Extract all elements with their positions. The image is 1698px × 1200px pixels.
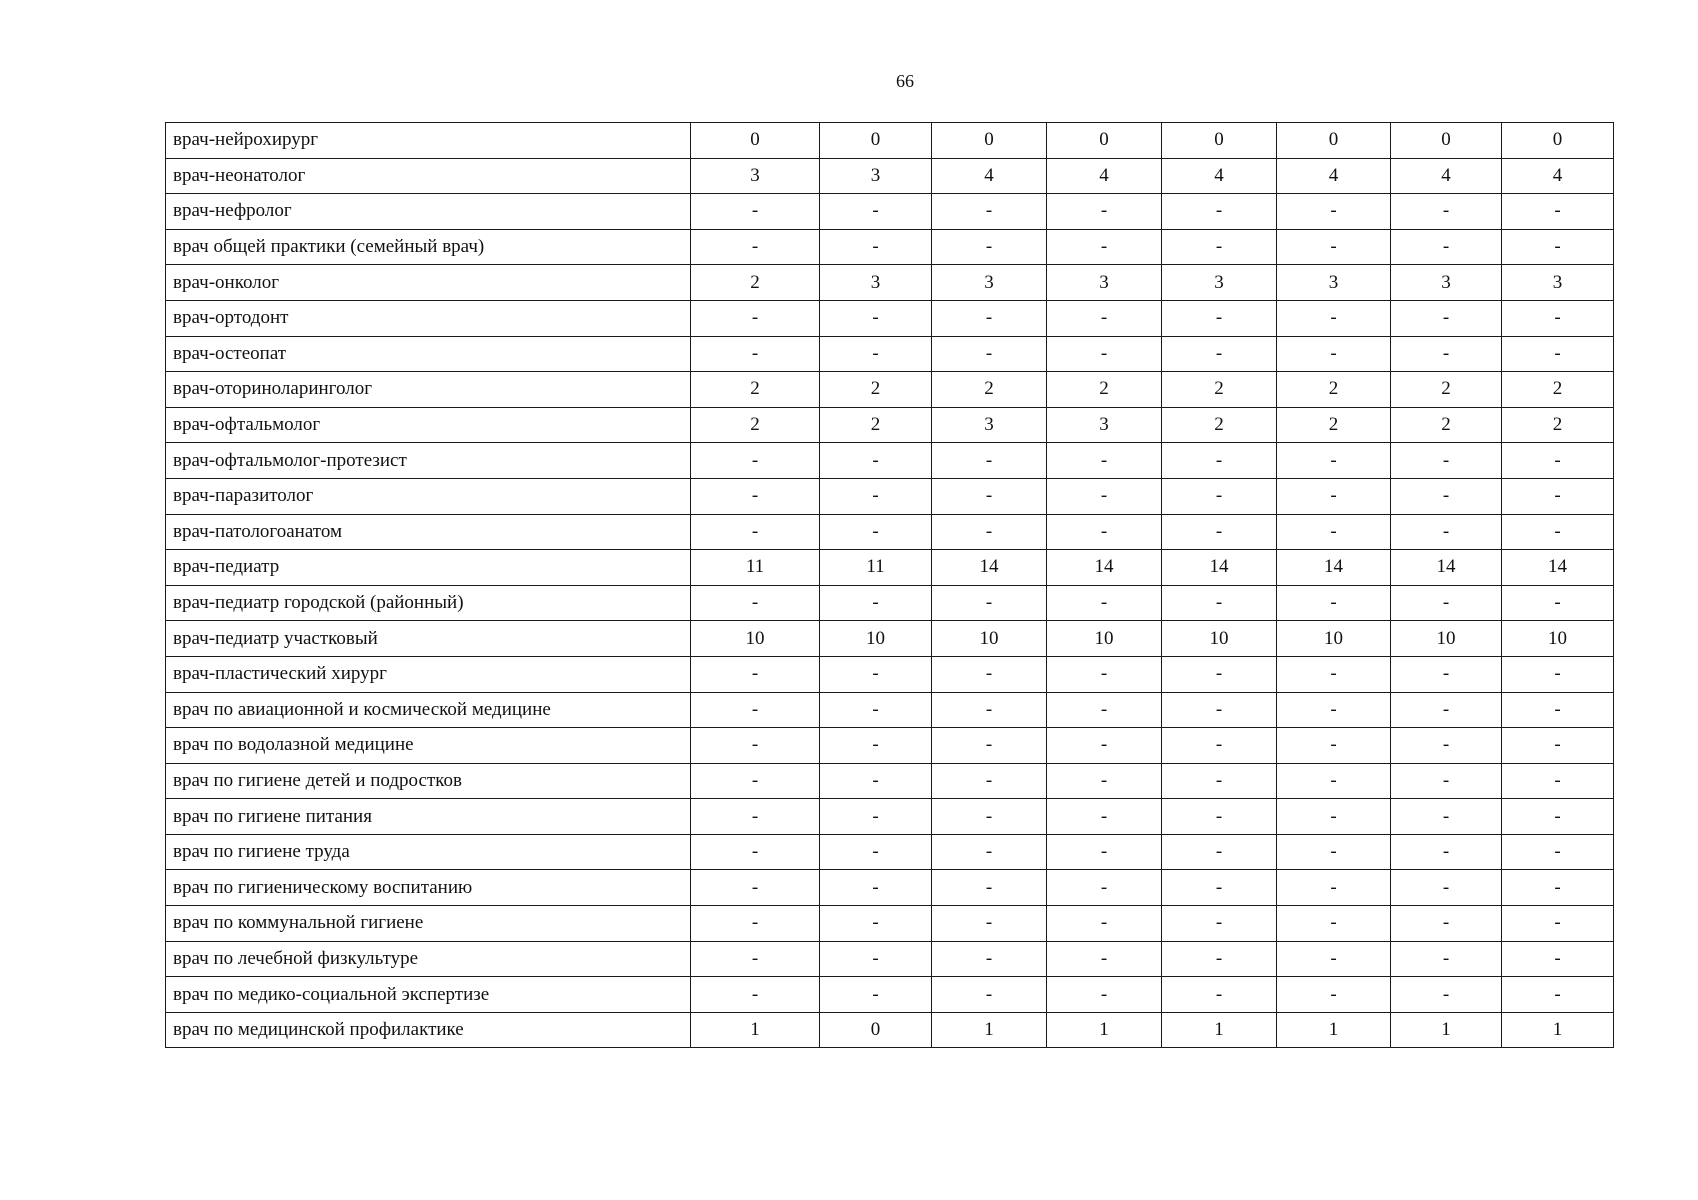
row-value-cell: 14 [1277, 550, 1391, 586]
row-value-cell: - [1277, 728, 1391, 764]
row-value-cell: 10 [1391, 621, 1502, 657]
row-value-cell: 2 [1277, 372, 1391, 408]
row-specialty-name: врач-офтальмолог [166, 407, 691, 443]
row-value-cell: - [1277, 941, 1391, 977]
row-value-cell: - [1502, 478, 1614, 514]
row-value-cell: - [1047, 585, 1162, 621]
row-value-cell: - [1277, 906, 1391, 942]
row-value-cell: - [1391, 336, 1502, 372]
row-value-cell: - [1391, 941, 1502, 977]
row-value-cell: - [691, 300, 820, 336]
row-value-cell: 1 [1502, 1012, 1614, 1048]
row-value-cell: - [1502, 977, 1614, 1013]
row-value-cell: - [1047, 692, 1162, 728]
row-value-cell: - [1502, 941, 1614, 977]
row-value-cell: 14 [1047, 550, 1162, 586]
row-value-cell: - [1162, 728, 1277, 764]
row-value-cell: - [1162, 585, 1277, 621]
row-value-cell: - [932, 229, 1047, 265]
row-value-cell: - [1277, 585, 1391, 621]
row-value-cell: - [1277, 763, 1391, 799]
table-row [166, 372, 1614, 408]
row-value-cell: - [820, 763, 932, 799]
row-specialty-name: врач по лечебной физкультуре [166, 941, 691, 977]
table-row [166, 123, 1614, 159]
staffing-table [165, 122, 1614, 1048]
row-value-cell: 2 [691, 372, 820, 408]
row-value-cell: 2 [1277, 407, 1391, 443]
row-value-cell: 1 [1277, 1012, 1391, 1048]
row-value-cell: - [1162, 763, 1277, 799]
row-value-cell: 3 [1391, 265, 1502, 301]
row-specialty-name: врач по медицинской профилактике [166, 1012, 691, 1048]
row-specialty-name: врач-пластический хирург [166, 656, 691, 692]
row-value-cell: - [1047, 300, 1162, 336]
row-value-cell: - [1162, 656, 1277, 692]
row-value-cell: - [1502, 763, 1614, 799]
table-row [166, 870, 1614, 906]
row-value-cell: 11 [820, 550, 932, 586]
row-value-cell: 0 [1391, 123, 1502, 159]
row-value-cell: - [1502, 692, 1614, 728]
row-value-cell: 4 [1162, 158, 1277, 194]
row-value-cell: 2 [1391, 407, 1502, 443]
row-value-cell: 4 [1047, 158, 1162, 194]
row-value-cell: - [820, 514, 932, 550]
row-value-cell: - [1277, 870, 1391, 906]
row-value-cell: - [820, 300, 932, 336]
row-value-cell: 14 [1502, 550, 1614, 586]
row-value-cell: - [1162, 941, 1277, 977]
row-value-cell: - [1162, 194, 1277, 230]
table-row [166, 728, 1614, 764]
table-row [166, 941, 1614, 977]
row-value-cell: - [932, 194, 1047, 230]
row-value-cell: - [1391, 229, 1502, 265]
row-value-cell: 10 [1502, 621, 1614, 657]
row-specialty-name: врач по гигиене питания [166, 799, 691, 835]
row-value-cell: 14 [1391, 550, 1502, 586]
row-value-cell: - [1277, 514, 1391, 550]
row-value-cell: - [1391, 514, 1502, 550]
row-value-cell: 10 [691, 621, 820, 657]
row-value-cell: - [1162, 977, 1277, 1013]
row-value-cell: - [932, 941, 1047, 977]
row-value-cell: - [691, 585, 820, 621]
row-specialty-name: врач-патологоанатом [166, 514, 691, 550]
row-value-cell: - [932, 763, 1047, 799]
row-value-cell: - [820, 443, 932, 479]
row-value-cell: - [932, 514, 1047, 550]
row-value-cell: 10 [1047, 621, 1162, 657]
row-value-cell: - [1391, 478, 1502, 514]
row-value-cell: 4 [1391, 158, 1502, 194]
row-value-cell: 3 [691, 158, 820, 194]
row-value-cell: - [820, 692, 932, 728]
row-value-cell: - [691, 692, 820, 728]
row-value-cell: - [1162, 692, 1277, 728]
row-value-cell: 1 [1047, 1012, 1162, 1048]
page-number: 66 [896, 71, 914, 91]
row-value-cell: - [820, 941, 932, 977]
row-value-cell: 4 [1277, 158, 1391, 194]
row-value-cell: - [1047, 870, 1162, 906]
table-row [166, 906, 1614, 942]
row-value-cell: - [1162, 906, 1277, 942]
row-value-cell: - [1047, 834, 1162, 870]
row-value-cell: - [1162, 834, 1277, 870]
row-value-cell: - [1277, 194, 1391, 230]
row-value-cell: - [1391, 763, 1502, 799]
row-value-cell: 3 [1047, 265, 1162, 301]
row-value-cell: - [1502, 194, 1614, 230]
row-value-cell: 4 [932, 158, 1047, 194]
row-value-cell: - [691, 194, 820, 230]
row-value-cell: - [1162, 300, 1277, 336]
row-specialty-name: врач-нефролог [166, 194, 691, 230]
row-value-cell: - [1277, 300, 1391, 336]
row-value-cell: 10 [1162, 621, 1277, 657]
row-value-cell: - [932, 692, 1047, 728]
row-value-cell: 3 [1502, 265, 1614, 301]
table-row [166, 158, 1614, 194]
row-value-cell: 3 [932, 265, 1047, 301]
row-value-cell: - [1277, 336, 1391, 372]
row-specialty-name: врач по гигиене детей и подростков [166, 763, 691, 799]
row-value-cell: - [691, 478, 820, 514]
row-value-cell: - [1502, 336, 1614, 372]
row-value-cell: - [1502, 229, 1614, 265]
row-value-cell: - [691, 728, 820, 764]
row-value-cell: 4 [1502, 158, 1614, 194]
row-value-cell: - [1502, 514, 1614, 550]
row-value-cell: - [932, 870, 1047, 906]
row-value-cell: - [820, 478, 932, 514]
row-value-cell: - [1047, 763, 1162, 799]
table-row [166, 763, 1614, 799]
row-specialty-name: врач-остеопат [166, 336, 691, 372]
table-row [166, 443, 1614, 479]
table-row [166, 621, 1614, 657]
row-value-cell: - [1047, 941, 1162, 977]
row-value-cell: - [1162, 336, 1277, 372]
row-specialty-name: врач-ортодонт [166, 300, 691, 336]
row-value-cell: - [1162, 229, 1277, 265]
row-value-cell: - [691, 870, 820, 906]
row-value-cell: - [1162, 514, 1277, 550]
row-value-cell: - [1391, 443, 1502, 479]
row-value-cell: - [691, 799, 820, 835]
row-specialty-name: врач по водолазной медицине [166, 728, 691, 764]
row-value-cell: - [691, 977, 820, 1013]
row-value-cell: 2 [1502, 372, 1614, 408]
row-value-cell: - [820, 834, 932, 870]
row-value-cell: - [1502, 585, 1614, 621]
row-value-cell: - [820, 585, 932, 621]
row-value-cell: - [1502, 799, 1614, 835]
row-specialty-name: врач-педиатр [166, 550, 691, 586]
row-value-cell: - [932, 585, 1047, 621]
row-value-cell: - [691, 229, 820, 265]
row-value-cell: - [1391, 977, 1502, 1013]
row-value-cell: - [691, 941, 820, 977]
table-row [166, 229, 1614, 265]
row-value-cell: - [1391, 728, 1502, 764]
row-value-cell: - [1277, 977, 1391, 1013]
row-value-cell: - [1162, 478, 1277, 514]
row-value-cell: - [1047, 336, 1162, 372]
row-specialty-name: врач-оториноларинголог [166, 372, 691, 408]
row-value-cell: - [1047, 478, 1162, 514]
row-value-cell: 3 [820, 158, 932, 194]
row-value-cell: - [1391, 194, 1502, 230]
row-value-cell: - [1502, 870, 1614, 906]
row-specialty-name: врач-онколог [166, 265, 691, 301]
table-body [166, 123, 1614, 1048]
row-value-cell: - [1162, 870, 1277, 906]
row-value-cell: 2 [1502, 407, 1614, 443]
row-value-cell: 14 [932, 550, 1047, 586]
row-value-cell: - [932, 336, 1047, 372]
row-value-cell: - [932, 656, 1047, 692]
row-value-cell: 2 [1162, 372, 1277, 408]
row-value-cell: - [1502, 834, 1614, 870]
row-value-cell: - [1047, 229, 1162, 265]
row-specialty-name: врач по авиационной и космической медицине [166, 692, 691, 728]
row-value-cell: - [1391, 906, 1502, 942]
row-value-cell: - [820, 799, 932, 835]
table-row [166, 407, 1614, 443]
table-row [166, 799, 1614, 835]
row-value-cell: 1 [1162, 1012, 1277, 1048]
row-value-cell: - [691, 656, 820, 692]
row-value-cell: - [1391, 834, 1502, 870]
row-value-cell: 2 [691, 265, 820, 301]
row-specialty-name: врач-офтальмолог-протезист [166, 443, 691, 479]
row-value-cell: - [932, 478, 1047, 514]
row-specialty-name: врач общей практики (семейный врач) [166, 229, 691, 265]
row-value-cell: - [820, 728, 932, 764]
row-value-cell: - [932, 799, 1047, 835]
row-value-cell: - [1047, 194, 1162, 230]
row-value-cell: - [820, 336, 932, 372]
row-value-cell: - [1391, 300, 1502, 336]
row-value-cell: - [1047, 977, 1162, 1013]
row-value-cell: 0 [932, 123, 1047, 159]
row-value-cell: - [1391, 870, 1502, 906]
row-value-cell: - [1047, 906, 1162, 942]
row-specialty-name: врач-нейрохирург [166, 123, 691, 159]
row-specialty-name: врач-паразитолог [166, 478, 691, 514]
row-value-cell: - [691, 336, 820, 372]
row-value-cell: - [691, 906, 820, 942]
table-row [166, 265, 1614, 301]
row-value-cell: 3 [1047, 407, 1162, 443]
row-value-cell: - [820, 870, 932, 906]
row-value-cell: 10 [820, 621, 932, 657]
row-value-cell: - [820, 229, 932, 265]
table-row [166, 336, 1614, 372]
table-row [166, 514, 1614, 550]
table-row [166, 1012, 1614, 1048]
row-value-cell: 2 [691, 407, 820, 443]
row-value-cell: 1 [1391, 1012, 1502, 1048]
row-value-cell: - [1277, 478, 1391, 514]
row-value-cell: - [1047, 514, 1162, 550]
row-value-cell: 2 [820, 372, 932, 408]
row-value-cell: - [691, 763, 820, 799]
row-value-cell: - [1277, 834, 1391, 870]
row-value-cell: - [932, 443, 1047, 479]
row-specialty-name: врач-неонатолог [166, 158, 691, 194]
row-value-cell: 0 [1277, 123, 1391, 159]
row-value-cell: 1 [932, 1012, 1047, 1048]
row-value-cell: 1 [691, 1012, 820, 1048]
row-specialty-name: врач по коммунальной гигиене [166, 906, 691, 942]
row-value-cell: - [1277, 229, 1391, 265]
row-value-cell: 10 [1277, 621, 1391, 657]
row-value-cell: - [820, 977, 932, 1013]
table-row [166, 977, 1614, 1013]
row-value-cell: - [932, 977, 1047, 1013]
table-row [166, 194, 1614, 230]
row-value-cell: 3 [1277, 265, 1391, 301]
row-value-cell: - [1277, 656, 1391, 692]
row-value-cell: 11 [691, 550, 820, 586]
row-value-cell: - [1502, 728, 1614, 764]
row-value-cell: - [820, 194, 932, 230]
row-value-cell: - [1502, 906, 1614, 942]
row-value-cell: - [932, 728, 1047, 764]
row-value-cell: 2 [1391, 372, 1502, 408]
row-value-cell: - [820, 656, 932, 692]
row-value-cell: - [1277, 799, 1391, 835]
row-value-cell: 0 [1047, 123, 1162, 159]
table-row [166, 478, 1614, 514]
row-value-cell: - [1047, 443, 1162, 479]
row-specialty-name: врач по гигиене труда [166, 834, 691, 870]
row-value-cell: - [691, 834, 820, 870]
row-value-cell: - [1502, 443, 1614, 479]
table-row [166, 656, 1614, 692]
row-value-cell: 2 [1047, 372, 1162, 408]
row-value-cell: - [1162, 799, 1277, 835]
row-value-cell: 14 [1162, 550, 1277, 586]
row-value-cell: - [1391, 799, 1502, 835]
row-value-cell: 3 [1162, 265, 1277, 301]
row-value-cell: - [1391, 692, 1502, 728]
row-value-cell: - [1277, 692, 1391, 728]
row-value-cell: - [1277, 443, 1391, 479]
row-specialty-name: врач по медико-социальной экспертизе [166, 977, 691, 1013]
row-value-cell: - [1391, 585, 1502, 621]
row-value-cell: - [1502, 656, 1614, 692]
row-value-cell: - [932, 906, 1047, 942]
table-row [166, 692, 1614, 728]
row-value-cell: 0 [1502, 123, 1614, 159]
row-value-cell: 10 [932, 621, 1047, 657]
row-value-cell: - [932, 834, 1047, 870]
row-value-cell: 2 [820, 407, 932, 443]
table-row [166, 550, 1614, 586]
row-value-cell: - [1047, 799, 1162, 835]
table-row [166, 585, 1614, 621]
row-specialty-name: врач по гигиеническому воспитанию [166, 870, 691, 906]
row-value-cell: 0 [820, 123, 932, 159]
row-specialty-name: врач-педиатр городской (районный) [166, 585, 691, 621]
row-value-cell: - [1502, 300, 1614, 336]
row-value-cell: - [1391, 656, 1502, 692]
row-value-cell: 2 [1162, 407, 1277, 443]
row-value-cell: 0 [820, 1012, 932, 1048]
row-value-cell: - [691, 443, 820, 479]
row-value-cell: 0 [1162, 123, 1277, 159]
row-specialty-name: врач-педиатр участковый [166, 621, 691, 657]
row-value-cell: 2 [932, 372, 1047, 408]
table-row [166, 300, 1614, 336]
row-value-cell: 3 [820, 265, 932, 301]
row-value-cell: - [1162, 443, 1277, 479]
row-value-cell: - [932, 300, 1047, 336]
row-value-cell: - [691, 514, 820, 550]
row-value-cell: - [1047, 656, 1162, 692]
row-value-cell: 0 [691, 123, 820, 159]
row-value-cell: - [1047, 728, 1162, 764]
table-row [166, 834, 1614, 870]
row-value-cell: 3 [932, 407, 1047, 443]
row-value-cell: - [820, 906, 932, 942]
